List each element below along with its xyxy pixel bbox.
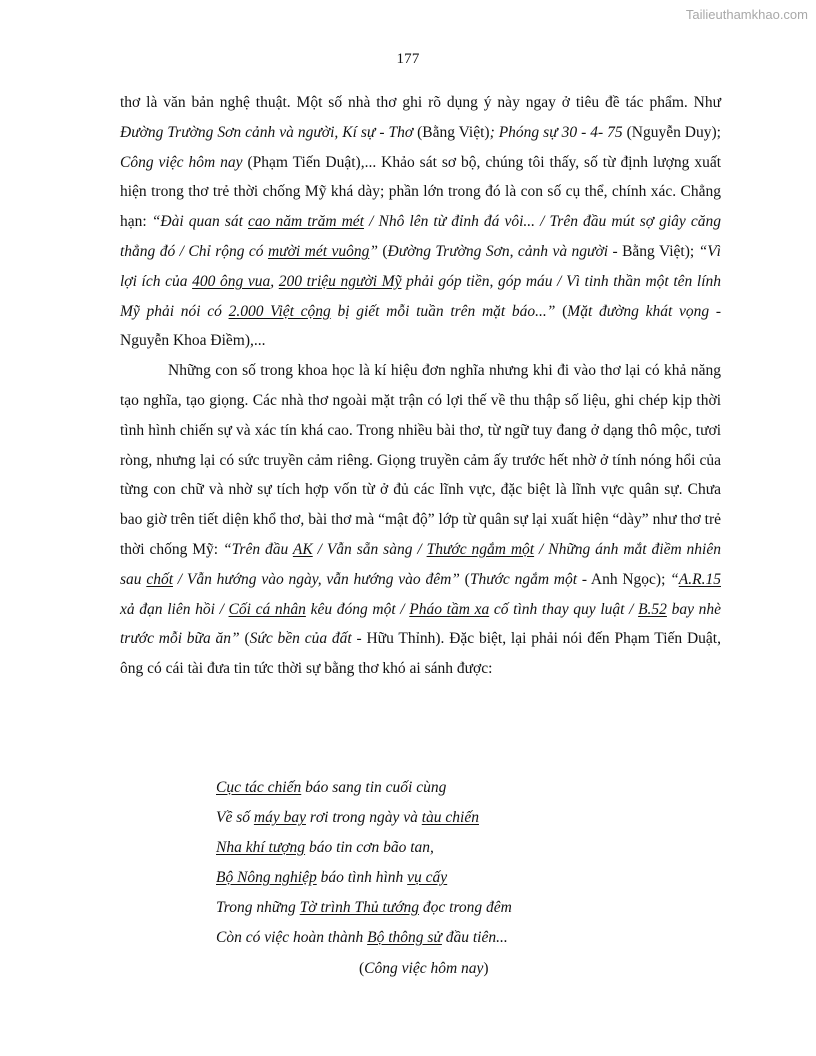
poem-line: Nha khí tượng báo tin cơn bão tan, <box>216 839 434 856</box>
quote: “Trên đầu AK / Vẫn sẵn sàng / Thước ngắm một / Những ánh mắt điềm nhiên sau chốt / Vẫn hướng vào ngày, vẫn hướng vào đêm” <box>120 540 721 588</box>
quote: “A.R.15 xả đạn liên hồi / Cối cá nhân kêu đóng một / Pháo tầm xa cố tình thay quy luật / B.52 bay nhè trước mỗi bữa ăn” <box>120 570 721 648</box>
poem-line: Còn có việc hoàn thành Bộ thông sử đầu tiên... <box>216 929 508 946</box>
poem-block <box>216 773 616 953</box>
poem-line: Trong những Tờ trình Thủ tướng đọc trong đêm <box>216 899 512 916</box>
quote: “Vì lợi ích của 400 ông vua, 200 triệu người Mỹ phải góp tiền, góp máu / Vì tinh thần một tên lính Mỹ phải nói có 2.000 Việt cộng bị giết mỗi tuần trên mặt báo...” <box>120 242 722 320</box>
paragraph-1: thơ là văn bản nghệ thuật. Một số nhà thơ ghi rõ dụng ý này ngay ở tiêu đề tác phẩm. Như Đường Trường Sơn cảnh và người, Kí sự - Thơ (Bằng Việt); Phóng sự 30 - 4- 75 (Nguyễn Duy); Công việc hôm nay (Phạm Tiến Duật),... Khảo sát sơ bộ, chúng tôi thấy, số từ định lượng xuất hiện trong thơ trẻ thời chống Mỹ khá dày; phần lớn trong đó là con số cụ thể, chính xác. Chẳng hạn: “Đài quan sát cao năm trăm mét / Nhô lên từ đỉnh đá vôi... / Trên đầu mút sợ giây căng thẳng đó / Chỉ rộng có mười mét vuông” (Đường Trường Sơn, cảnh và người - Bằng Việt); “Vì lợi ích của 400 ông vua, 200 triệu người Mỹ phải góp tiền, góp máu / Vì tinh thần một tên lính Mỹ phải nói có 2.000 Việt cộng bị giết mỗi tuần trên mặt báo...” (Mặt đường khát vọng - Nguyễn Khoa Điềm),... <box>120 94 722 350</box>
poem-line: Về số máy bay rơi trong ngày và tàu chiến <box>216 809 479 826</box>
watermark: Tailieuthamkhao.com <box>685 7 808 22</box>
poem-line: Cục tác chiến báo sang tin cuối cùng <box>216 779 447 796</box>
poem-source: (Công việc hôm nay) <box>359 960 489 977</box>
page-number: 177 <box>396 51 420 67</box>
body-text <box>120 88 721 684</box>
paragraph-2: Những con số trong khoa học là kí hiệu đơn nghĩa nhưng khi đi vào thơ lại có khả năng tạo nghĩa, tạo giọng. Các nhà thơ ngoài mặt trận có lợi thế về thu thập số liệu, ghi chép kịp thời tình hình chiến sự và xác tín khá cao. Trong nhiều bài thơ, từ ngữ tuy đang ở dạng thô mộc, tươi ròng, nhưng lại có sức truyền cảm riêng. Giọng truyền cảm ấy trước hết nhờ ở tính nóng hổi của từng con chữ và nhờ sự tích hợp vốn từ ở đủ các lĩnh vực, đặc biệt là lĩnh vực quân sự. Chưa bao giờ trên tiết diện khổ thơ, bài thơ mà “mật độ” lớp từ quân sự lại xuất hiện “dày” như thơ trẻ thời chống Mỹ: “Trên đầu AK / Vẫn sẵn sàng / Thước ngắm một / Những ánh mắt điềm nhiên sau chốt / Vẫn hướng vào ngày, vẫn hướng vào đêm” (Thước ngắm một - Anh Ngọc); “A.R.15 xả đạn liên hồi / Cối cá nhân kêu đóng một / Pháo tầm xa cố tình thay quy luật / B.52 bay nhè trước mỗi bữa ăn” (Sức bền của đất - Hữu Thỉnh). Đặc biệt, lại phải nói đến Phạm Tiến Duật, ông có cái tài đưa tin tức thời sự bằng thơ khó ai sánh được: <box>120 362 721 678</box>
poem-line: Bộ Nông nghiệp báo tình hình vụ cấy <box>216 869 448 886</box>
quote: “Đài quan sát cao năm trăm mét / Nhô lên từ đỉnh đá vôi... / Trên đầu mút sợ giây căng thẳng đó / Chỉ rộng có mười mét vuông” <box>120 213 721 260</box>
